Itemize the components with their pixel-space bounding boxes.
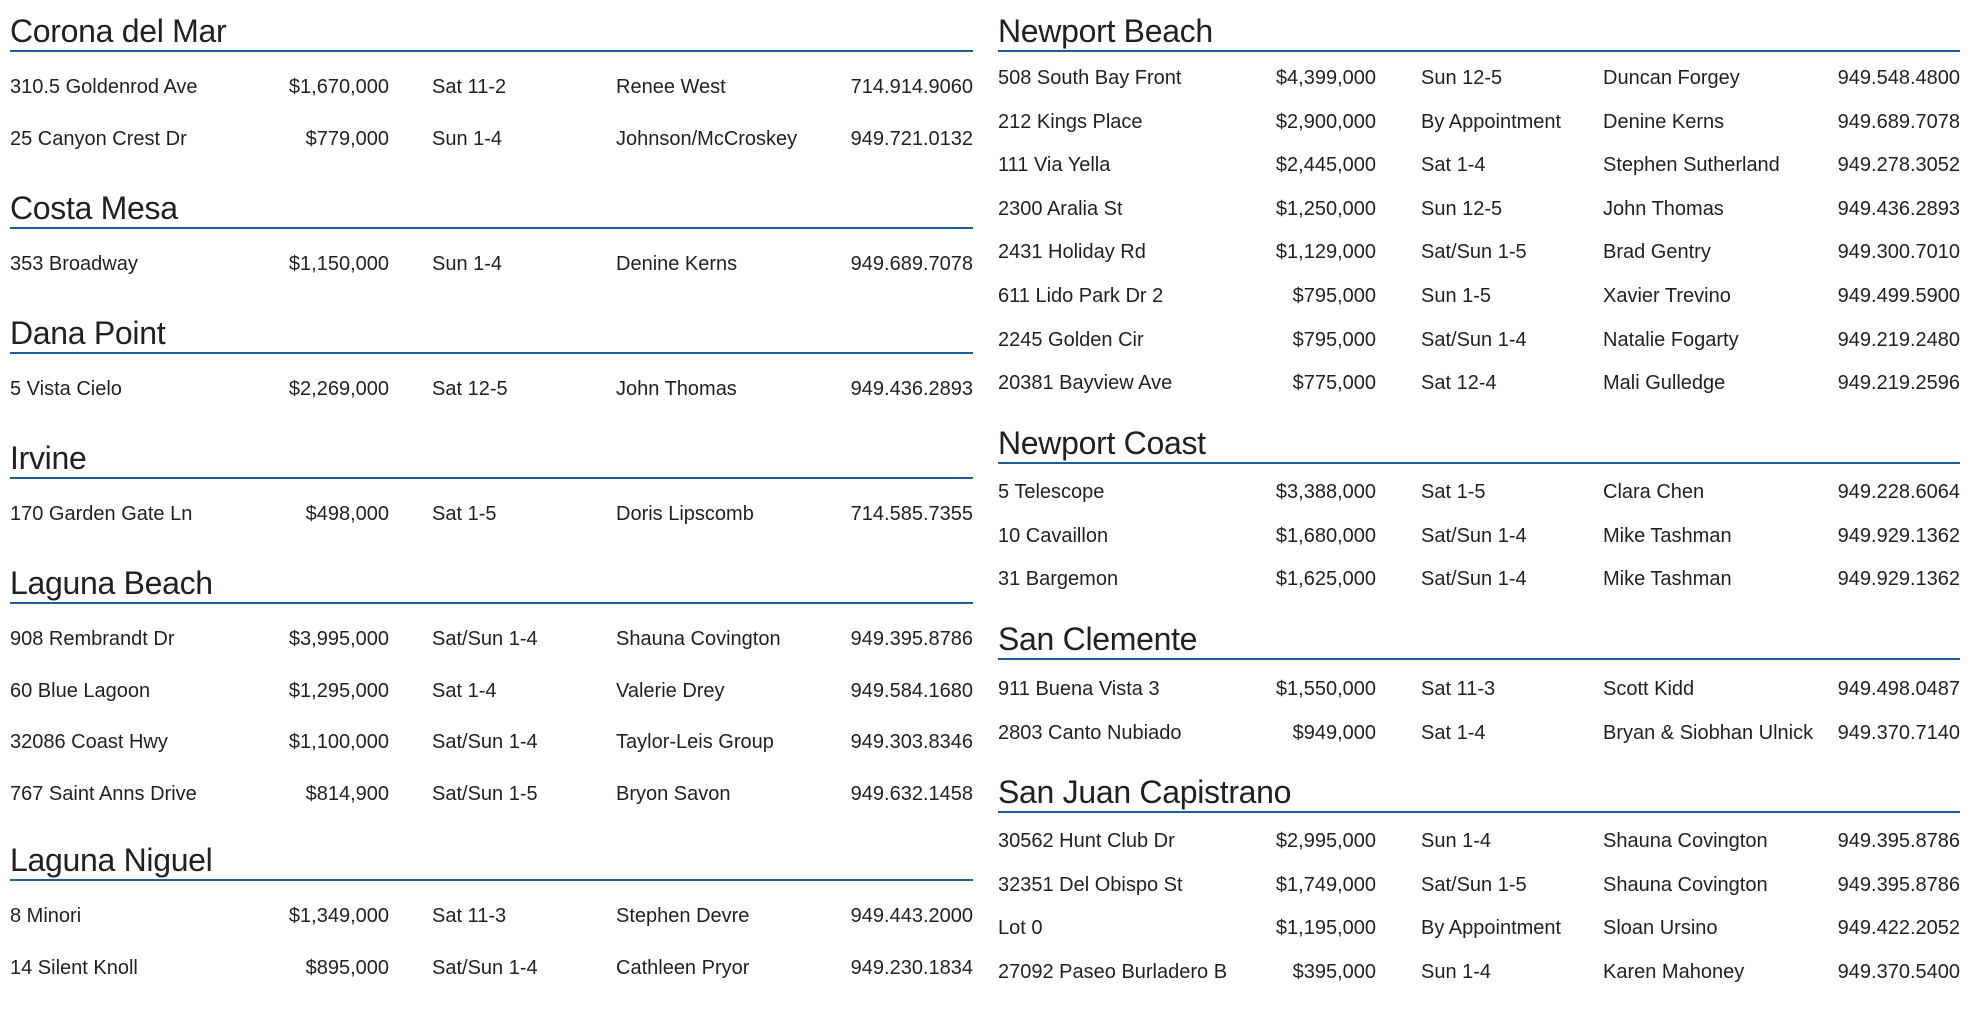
listing-row bbox=[10, 376, 973, 402]
listing-agent: Shauna Covington bbox=[1603, 830, 1768, 852]
listing-agent: Denine Kerns bbox=[616, 253, 738, 275]
section-irvine bbox=[10, 427, 973, 525]
listing-address: 170 Garden Gate Ln bbox=[10, 503, 193, 525]
section-header bbox=[10, 552, 973, 604]
listing-price: $3,388,000 bbox=[1275, 481, 1376, 503]
section-title: Newport Coast bbox=[998, 425, 1206, 461]
section-header bbox=[10, 0, 973, 52]
listing-phone: 949.228.6064 bbox=[1837, 481, 1960, 503]
listing-agent: Shauna Covington bbox=[616, 628, 781, 650]
listing-row bbox=[998, 959, 1960, 985]
listing-row bbox=[998, 523, 1960, 549]
listing-row bbox=[10, 501, 973, 527]
listing-address: 27092 Paseo Burladero B bbox=[998, 960, 1228, 983]
listing-phone: 949.721.0132 bbox=[850, 127, 973, 150]
listing-agent: John Thomas bbox=[616, 378, 737, 400]
listing-address: 2245 Golden Cir bbox=[998, 328, 1144, 351]
listing-price: $1,349,000 bbox=[288, 905, 389, 927]
listing-open-hours: Sat/Sun 1-4 bbox=[432, 731, 538, 753]
listing-price: $1,129,000 bbox=[1275, 241, 1376, 264]
listing-open-hours: Sat 12-5 bbox=[432, 378, 508, 400]
listing-price: $1,100,000 bbox=[288, 731, 389, 753]
listing-phone: 949.300.7010 bbox=[1837, 241, 1960, 264]
listing-phone: 949.230.1834 bbox=[850, 956, 973, 979]
listing-row bbox=[998, 196, 1960, 222]
section-costa-mesa bbox=[10, 177, 973, 275]
listing-phone: 949.395.8786 bbox=[1837, 873, 1960, 896]
listing-address: 2300 Aralia St bbox=[998, 197, 1123, 220]
listing-row bbox=[998, 479, 1960, 505]
listing-agent: Clara Chen bbox=[1603, 481, 1705, 503]
listing-price: $2,900,000 bbox=[1275, 110, 1376, 133]
section-title: Costa Mesa bbox=[10, 190, 178, 226]
listing-price: $1,625,000 bbox=[1275, 568, 1376, 590]
listing-open-hours: Sun 12-5 bbox=[1421, 197, 1503, 220]
listing-agent: Mike Tashman bbox=[1603, 524, 1732, 547]
listing-address: 911 Buena Vista 3 bbox=[998, 678, 1160, 700]
listing-address: 111 Via Yella bbox=[998, 154, 1111, 177]
listing-phone: 949.219.2596 bbox=[1837, 372, 1960, 395]
section-san-clemente bbox=[998, 608, 1960, 744]
listing-phone: 949.395.8786 bbox=[1837, 830, 1960, 852]
listing-address: 767 Saint Anns Drive bbox=[10, 782, 197, 805]
listing-open-hours: Sat/Sun 1-5 bbox=[432, 782, 538, 805]
listing-open-hours: Sat/Sun 1-4 bbox=[1421, 328, 1527, 351]
listing-open-hours: Sat/Sun 1-4 bbox=[432, 628, 538, 650]
listing-price: $3,995,000 bbox=[288, 628, 389, 650]
section-newport-beach bbox=[998, 0, 1960, 395]
listing-phone: 714.585.7355 bbox=[850, 503, 973, 525]
listing-open-hours: Sun 1-4 bbox=[1421, 830, 1492, 852]
section-title: San Juan Capistrano bbox=[998, 774, 1292, 810]
listing-row bbox=[10, 678, 973, 704]
section-laguna-niguel bbox=[10, 829, 973, 979]
listing-open-hours: Sat/Sun 1-5 bbox=[1421, 873, 1527, 896]
listing-agent: Natalie Fogarty bbox=[1603, 328, 1739, 351]
listing-row bbox=[998, 370, 1960, 396]
listing-phone: 949.929.1362 bbox=[1837, 524, 1960, 547]
listing-address: 32086 Coast Hwy bbox=[10, 731, 168, 753]
listing-address: 10 Cavaillon bbox=[998, 524, 1109, 547]
listing-address: 8 Minori bbox=[10, 905, 82, 927]
listing-price: $779,000 bbox=[305, 127, 389, 150]
listing-price: $1,749,000 bbox=[1275, 873, 1376, 896]
section-header bbox=[10, 829, 973, 881]
listing-address: 5 Vista Cielo bbox=[10, 378, 122, 400]
listing-address: 31 Bargemon bbox=[998, 568, 1119, 590]
listing-open-hours: Sat 11-3 bbox=[1421, 678, 1496, 700]
section-header bbox=[998, 761, 1960, 813]
section-header bbox=[10, 177, 973, 229]
listing-row bbox=[10, 729, 973, 755]
listing-address: 908 Rembrandt Dr bbox=[10, 628, 175, 650]
listing-price: $4,399,000 bbox=[1275, 67, 1376, 89]
listing-price: $2,445,000 bbox=[1275, 154, 1376, 177]
listing-phone: 949.303.8346 bbox=[850, 731, 973, 753]
listing-row bbox=[998, 152, 1960, 178]
section-title: Dana Point bbox=[10, 315, 166, 351]
listing-open-hours: Sun 1-4 bbox=[432, 127, 503, 150]
section-corona-del-mar bbox=[10, 0, 973, 150]
section-header bbox=[10, 302, 973, 354]
listing-agent: Brad Gentry bbox=[1603, 241, 1711, 264]
listing-agent: Duncan Forgey bbox=[1603, 67, 1740, 89]
listing-open-hours: Sat 11-3 bbox=[432, 905, 507, 927]
listing-address: 5 Telescope bbox=[998, 481, 1105, 503]
section-header bbox=[998, 608, 1960, 660]
listing-open-hours: Sat 1-5 bbox=[432, 503, 497, 525]
section-title: Laguna Niguel bbox=[10, 842, 213, 878]
section-newport-coast bbox=[998, 412, 1960, 590]
listing-price: $814,900 bbox=[305, 782, 389, 805]
listing-address: 353 Broadway bbox=[10, 253, 138, 275]
listing-agent: Taylor-Leis Group bbox=[616, 731, 774, 753]
listing-open-hours: Sat 1-5 bbox=[1421, 481, 1486, 503]
listing-address: 508 South Bay Front bbox=[998, 67, 1182, 89]
listing-row bbox=[998, 566, 1960, 592]
listing-open-hours: Sat/Sun 1-4 bbox=[432, 956, 538, 979]
listing-row bbox=[10, 251, 973, 277]
listing-price: $395,000 bbox=[1292, 960, 1376, 983]
listing-phone: 949.929.1362 bbox=[1837, 568, 1960, 590]
listing-agent: Mike Tashman bbox=[1603, 568, 1732, 590]
listing-agent: Bryan & Siobhan Ulnick bbox=[1603, 721, 1814, 744]
listing-row bbox=[998, 676, 1960, 702]
section-header bbox=[10, 427, 973, 479]
listing-agent: Valerie Drey bbox=[616, 679, 725, 702]
listing-phone: 949.443.2000 bbox=[850, 905, 973, 927]
listing-phone: 949.498.0487 bbox=[1837, 678, 1960, 700]
listing-price: $795,000 bbox=[1292, 285, 1376, 307]
listing-address: 212 Kings Place bbox=[998, 110, 1143, 133]
section-title: Laguna Beach bbox=[10, 565, 213, 601]
listing-phone: 714.914.9060 bbox=[850, 76, 973, 98]
listing-row bbox=[10, 955, 973, 981]
listing-open-hours: Sat 1-4 bbox=[432, 679, 497, 702]
listing-row bbox=[998, 915, 1960, 941]
listing-agent: Renee West bbox=[616, 76, 726, 98]
listing-agent: Scott Kidd bbox=[1603, 678, 1695, 700]
listing-address: 310.5 Goldenrod Ave bbox=[10, 76, 198, 98]
listing-row bbox=[10, 126, 973, 152]
listing-row bbox=[10, 781, 973, 807]
listing-agent: Johnson/McCroskey bbox=[616, 127, 798, 150]
listing-agent: Bryon Savon bbox=[616, 782, 731, 805]
listing-price: $895,000 bbox=[305, 956, 389, 979]
listing-phone: 949.689.7078 bbox=[1837, 110, 1960, 133]
listing-phone: 949.632.1458 bbox=[850, 782, 973, 805]
section-title: Corona del Mar bbox=[10, 13, 227, 49]
listing-price: $1,150,000 bbox=[288, 253, 389, 275]
listing-open-hours: Sat 1-4 bbox=[1421, 721, 1486, 744]
listing-phone: 949.436.2893 bbox=[1837, 197, 1960, 220]
listing-agent: Xavier Trevino bbox=[1603, 285, 1731, 307]
listing-open-hours: Sat 11-2 bbox=[432, 76, 507, 98]
listing-agent: Stephen Sutherland bbox=[1603, 154, 1780, 177]
listing-open-hours: Sat/Sun 1-4 bbox=[1421, 524, 1527, 547]
listing-price: $1,550,000 bbox=[1275, 678, 1376, 700]
section-title: San Clemente bbox=[998, 621, 1198, 657]
listing-open-hours: By Appointment bbox=[1421, 917, 1562, 939]
listing-price: $2,995,000 bbox=[1275, 830, 1376, 852]
listing-phone: 949.548.4800 bbox=[1837, 67, 1960, 89]
listing-phone: 949.219.2480 bbox=[1837, 328, 1960, 351]
listing-row bbox=[998, 327, 1960, 353]
listing-row bbox=[998, 65, 1960, 91]
section-header bbox=[998, 412, 1960, 464]
listing-price: $949,000 bbox=[1292, 721, 1376, 744]
listing-address: 20381 Bayview Ave bbox=[998, 372, 1173, 395]
listing-agent: Denine Kerns bbox=[1603, 110, 1725, 133]
listing-address: 30562 Hunt Club Dr bbox=[998, 830, 1175, 852]
listing-phone: 949.395.8786 bbox=[850, 628, 973, 650]
listing-open-hours: Sun 1-4 bbox=[1421, 960, 1492, 983]
listing-agent: Mali Gulledge bbox=[1603, 372, 1726, 395]
section-title: Irvine bbox=[10, 440, 87, 476]
listing-phone: 949.499.5900 bbox=[1837, 285, 1960, 307]
listing-open-hours: Sat/Sun 1-4 bbox=[1421, 568, 1527, 590]
section-laguna-beach bbox=[10, 552, 973, 805]
section-header bbox=[998, 0, 1960, 52]
listing-price: $775,000 bbox=[1292, 372, 1376, 395]
listing-open-hours: Sat/Sun 1-5 bbox=[1421, 241, 1527, 264]
listing-price: $1,670,000 bbox=[288, 76, 389, 98]
listing-open-hours: Sat 12-4 bbox=[1421, 372, 1497, 395]
listing-price: $2,269,000 bbox=[288, 378, 389, 400]
listing-address: 60 Blue Lagoon bbox=[10, 679, 151, 702]
listing-address: 32351 Del Obispo St bbox=[998, 873, 1183, 896]
listing-open-hours: Sun 12-5 bbox=[1421, 67, 1503, 89]
listing-price: $498,000 bbox=[305, 503, 389, 525]
listing-price: $1,195,000 bbox=[1275, 917, 1376, 939]
listing-open-hours: Sat 1-4 bbox=[1421, 154, 1486, 177]
listing-price: $1,295,000 bbox=[288, 679, 389, 702]
listing-row bbox=[998, 720, 1960, 746]
listing-agent: Stephen Devre bbox=[616, 905, 750, 927]
listing-row bbox=[998, 872, 1960, 898]
listing-agent: Cathleen Pryor bbox=[616, 956, 750, 979]
listing-agent: Doris Lipscomb bbox=[616, 503, 754, 525]
listing-price: $795,000 bbox=[1292, 328, 1376, 351]
listing-agent: Karen Mahoney bbox=[1603, 960, 1745, 983]
listing-phone: 949.370.7140 bbox=[1837, 721, 1960, 744]
listing-row bbox=[998, 239, 1960, 265]
listing-row bbox=[998, 828, 1960, 854]
listing-row bbox=[10, 903, 973, 929]
listing-phone: 949.584.1680 bbox=[850, 679, 973, 702]
listing-row bbox=[998, 109, 1960, 135]
section-san-juan-capistrano bbox=[998, 761, 1960, 983]
listing-row bbox=[10, 626, 973, 652]
listing-price: $1,250,000 bbox=[1275, 197, 1376, 220]
listing-phone: 949.278.3052 bbox=[1837, 154, 1960, 177]
listing-phone: 949.422.2052 bbox=[1837, 917, 1960, 939]
listing-phone: 949.689.7078 bbox=[850, 253, 973, 275]
listing-row bbox=[998, 283, 1960, 309]
listing-row bbox=[10, 74, 973, 100]
listing-address: 14 Silent Knoll bbox=[10, 956, 138, 979]
listing-agent: Sloan Ursino bbox=[1603, 917, 1718, 939]
listing-phone: 949.436.2893 bbox=[850, 378, 973, 400]
section-title: Newport Beach bbox=[998, 13, 1213, 49]
listing-address: Lot 0 bbox=[998, 917, 1043, 939]
section-dana-point bbox=[10, 302, 973, 400]
listing-address: 25 Canyon Crest Dr bbox=[10, 127, 187, 150]
listing-address: 2431 Holiday Rd bbox=[998, 241, 1146, 264]
listing-address: 611 Lido Park Dr 2 bbox=[998, 285, 1164, 307]
listing-price: $1,680,000 bbox=[1275, 524, 1376, 547]
listing-agent: Shauna Covington bbox=[1603, 873, 1768, 896]
listing-agent: John Thomas bbox=[1603, 197, 1724, 220]
listing-phone: 949.370.5400 bbox=[1837, 960, 1960, 983]
listing-open-hours: By Appointment bbox=[1421, 110, 1562, 133]
listing-open-hours: Sun 1-4 bbox=[432, 253, 503, 275]
listing-open-hours: Sun 1-5 bbox=[1421, 285, 1492, 307]
listing-address: 2803 Canto Nubiado bbox=[998, 721, 1182, 744]
